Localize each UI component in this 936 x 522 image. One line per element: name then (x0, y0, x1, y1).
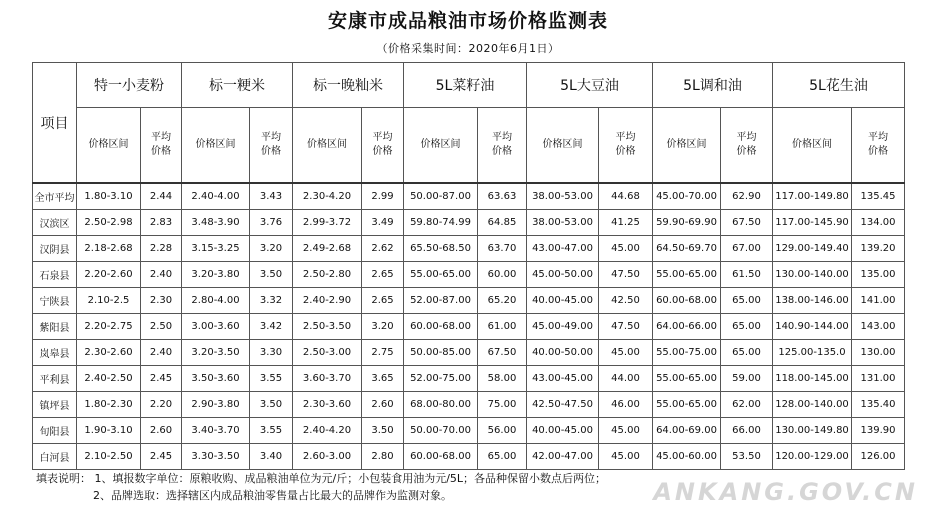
average-price-cell: 61.00 (478, 314, 527, 340)
average-price-cell: 2.80 (362, 444, 404, 470)
average-price-cell: 2.45 (141, 444, 182, 470)
price-range-cell: 2.99-3.72 (293, 210, 362, 236)
price-range-cell: 45.00-50.00 (527, 262, 599, 288)
average-price-cell: 141.00 (852, 288, 905, 314)
average-price-cell: 67.00 (721, 236, 773, 262)
average-price-cell: 2.65 (362, 262, 404, 288)
price-range-cell: 50.00-85.00 (404, 340, 478, 366)
average-price-cell: 62.90 (721, 183, 773, 210)
range-subheader: 价格区间 (404, 108, 478, 184)
product-header: 5L花生油 (773, 63, 905, 108)
price-range-cell: 40.00-45.00 (527, 288, 599, 314)
table-row (33, 236, 905, 262)
price-range-cell: 2.50-3.00 (293, 340, 362, 366)
region-cell: 汉阴县 (33, 236, 77, 262)
average-price-cell: 3.20 (362, 314, 404, 340)
average-price-cell: 2.99 (362, 183, 404, 210)
range-subheader: 价格区间 (653, 108, 721, 184)
average-price-cell: 3.43 (250, 183, 293, 210)
price-range-cell: 55.00-65.00 (653, 366, 721, 392)
average-price-cell: 65.00 (721, 340, 773, 366)
region-cell: 岚皋县 (33, 340, 77, 366)
average-price-cell: 3.32 (250, 288, 293, 314)
price-range-cell: 2.30-3.60 (293, 392, 362, 418)
price-range-cell: 130.00-149.80 (773, 418, 852, 444)
average-price-cell: 53.50 (721, 444, 773, 470)
price-range-cell: 128.00-140.00 (773, 392, 852, 418)
table-row (33, 392, 905, 418)
product-header: 5L菜籽油 (404, 63, 527, 108)
table-row (33, 262, 905, 288)
price-range-cell: 55.00-75.00 (653, 340, 721, 366)
average-price-cell: 3.50 (362, 418, 404, 444)
price-range-cell: 118.00-145.00 (773, 366, 852, 392)
page-title: 安康市成品粮油市场价格监测表 (327, 10, 608, 32)
table-row (33, 418, 905, 444)
range-subheader: 价格区间 (293, 108, 362, 184)
average-price-cell: 2.50 (141, 314, 182, 340)
price-range-cell: 2.40-4.20 (293, 418, 362, 444)
table-row (33, 444, 905, 470)
watermark: ANKANG.GOV.CN (653, 478, 918, 506)
region-cell: 镇坪县 (33, 392, 77, 418)
average-price-cell: 2.30 (141, 288, 182, 314)
average-price-cell: 139.20 (852, 236, 905, 262)
average-price-cell: 46.00 (599, 392, 653, 418)
average-price-cell: 3.76 (250, 210, 293, 236)
average-price-cell: 143.00 (852, 314, 905, 340)
price-range-cell: 59.90-69.90 (653, 210, 721, 236)
price-range-cell: 50.00-70.00 (404, 418, 478, 444)
average-price-cell: 3.65 (362, 366, 404, 392)
region-cell: 旬阳县 (33, 418, 77, 444)
average-price-cell: 65.00 (478, 444, 527, 470)
average-price-cell: 3.20 (250, 236, 293, 262)
item-header: 项目 (33, 63, 77, 184)
table-row (33, 288, 905, 314)
average-price-cell: 45.00 (599, 236, 653, 262)
average-price-cell: 42.50 (599, 288, 653, 314)
range-subheader: 价格区间 (182, 108, 250, 184)
average-price-cell: 47.50 (599, 262, 653, 288)
price-range-cell: 3.40-3.70 (182, 418, 250, 444)
price-range-cell: 3.00-3.60 (182, 314, 250, 340)
range-subheader: 价格区间 (77, 108, 141, 184)
product-header: 标一粳米 (182, 63, 293, 108)
average-price-cell: 63.70 (478, 236, 527, 262)
price-range-cell: 2.50-3.50 (293, 314, 362, 340)
price-range-cell: 2.30-2.60 (77, 340, 141, 366)
average-price-cell: 64.85 (478, 210, 527, 236)
table-row (33, 366, 905, 392)
average-price-cell: 2.75 (362, 340, 404, 366)
average-price-cell: 3.42 (250, 314, 293, 340)
average-price-cell: 135.45 (852, 183, 905, 210)
price-range-cell: 60.00-68.00 (404, 444, 478, 470)
average-price-cell: 59.00 (721, 366, 773, 392)
price-range-cell: 120.00-129.00 (773, 444, 852, 470)
average-price-cell: 3.50 (250, 262, 293, 288)
average-price-cell: 2.20 (141, 392, 182, 418)
avg-subheader: 平均 价格 (599, 108, 653, 184)
price-range-cell: 3.50-3.60 (182, 366, 250, 392)
avg-subheader: 平均 价格 (250, 108, 293, 184)
average-price-cell: 66.00 (721, 418, 773, 444)
price-range-cell: 40.00-50.00 (527, 340, 599, 366)
price-range-cell: 3.60-3.70 (293, 366, 362, 392)
price-range-cell: 2.40-4.00 (182, 183, 250, 210)
price-range-cell: 65.50-68.50 (404, 236, 478, 262)
average-price-cell: 2.83 (141, 210, 182, 236)
price-range-cell: 45.00-60.00 (653, 444, 721, 470)
price-range-cell: 2.50-2.80 (293, 262, 362, 288)
price-range-cell: 64.00-66.00 (653, 314, 721, 340)
price-range-cell: 130.00-140.00 (773, 262, 852, 288)
price-range-cell: 45.00-49.00 (527, 314, 599, 340)
price-range-cell: 60.00-68.00 (404, 314, 478, 340)
product-header: 标一晚籼米 (293, 63, 404, 108)
price-range-cell: 117.00-145.90 (773, 210, 852, 236)
average-price-cell: 45.00 (599, 340, 653, 366)
average-price-cell: 62.00 (721, 392, 773, 418)
average-price-cell: 131.00 (852, 366, 905, 392)
avg-subheader: 平均 价格 (721, 108, 773, 184)
average-price-cell: 2.44 (141, 183, 182, 210)
average-price-cell: 67.50 (478, 340, 527, 366)
price-range-cell: 3.20-3.50 (182, 340, 250, 366)
price-range-cell: 140.90-144.00 (773, 314, 852, 340)
price-range-cell: 3.48-3.90 (182, 210, 250, 236)
average-price-cell: 3.55 (250, 418, 293, 444)
collection-date: （价格采集时间：2020年6月1日） (376, 42, 560, 55)
average-price-cell: 2.40 (141, 340, 182, 366)
avg-subheader: 平均 价格 (362, 108, 404, 184)
price-range-cell: 2.40-2.50 (77, 366, 141, 392)
average-price-cell: 61.50 (721, 262, 773, 288)
product-header: 5L大豆油 (527, 63, 653, 108)
price-range-cell: 43.00-45.00 (527, 366, 599, 392)
range-subheader: 价格区间 (773, 108, 852, 184)
region-cell: 白河县 (33, 444, 77, 470)
average-price-cell: 130.00 (852, 340, 905, 366)
price-range-cell: 42.50-47.50 (527, 392, 599, 418)
price-range-cell: 52.00-75.00 (404, 366, 478, 392)
average-price-cell: 2.62 (362, 236, 404, 262)
price-range-cell: 55.00-65.00 (653, 392, 721, 418)
average-price-cell: 60.00 (478, 262, 527, 288)
average-price-cell: 75.00 (478, 392, 527, 418)
price-range-cell: 3.20-3.80 (182, 262, 250, 288)
price-range-cell: 52.00-87.00 (404, 288, 478, 314)
average-price-cell: 65.00 (721, 314, 773, 340)
price-range-cell: 55.00-65.00 (404, 262, 478, 288)
average-price-cell: 65.20 (478, 288, 527, 314)
average-price-cell: 3.30 (250, 340, 293, 366)
table-row (33, 340, 905, 366)
price-range-cell: 2.60-3.00 (293, 444, 362, 470)
average-price-cell: 3.55 (250, 366, 293, 392)
price-range-cell: 60.00-68.00 (653, 288, 721, 314)
price-range-cell: 2.20-2.75 (77, 314, 141, 340)
price-range-cell: 2.10-2.50 (77, 444, 141, 470)
price-range-cell: 38.00-53.00 (527, 183, 599, 210)
price-range-cell: 1.80-2.30 (77, 392, 141, 418)
price-table (32, 62, 905, 470)
price-range-cell: 2.30-4.20 (293, 183, 362, 210)
price-range-cell: 43.00-47.00 (527, 236, 599, 262)
average-price-cell: 63.63 (478, 183, 527, 210)
average-price-cell: 134.00 (852, 210, 905, 236)
avg-subheader: 平均 价格 (141, 108, 182, 184)
price-range-cell: 125.00-135.0 (773, 340, 852, 366)
note-line-1: 填表说明： 1、填报数字单位：原粮收购、成品粮油单位为元/斤；小包装食用油为元/5L；各品种保留小数点后两位； (36, 472, 607, 485)
price-range-cell: 2.80-4.00 (182, 288, 250, 314)
price-range-cell: 59.80-74.99 (404, 210, 478, 236)
region-cell: 汉滨区 (33, 210, 77, 236)
region-cell: 紫阳县 (33, 314, 77, 340)
average-price-cell: 3.40 (250, 444, 293, 470)
price-range-cell: 129.00-149.40 (773, 236, 852, 262)
price-range-cell: 1.90-3.10 (77, 418, 141, 444)
average-price-cell: 139.90 (852, 418, 905, 444)
average-price-cell: 3.49 (362, 210, 404, 236)
average-price-cell: 2.40 (141, 262, 182, 288)
price-range-cell: 50.00-87.00 (404, 183, 478, 210)
price-range-cell: 2.50-2.98 (77, 210, 141, 236)
region-cell: 宁陕县 (33, 288, 77, 314)
average-price-cell: 135.00 (852, 262, 905, 288)
price-range-cell: 42.00-47.00 (527, 444, 599, 470)
average-price-cell: 45.00 (599, 418, 653, 444)
price-range-cell: 3.15-3.25 (182, 236, 250, 262)
notes (36, 470, 606, 504)
average-price-cell: 2.28 (141, 236, 182, 262)
price-range-cell: 2.10-2.5 (77, 288, 141, 314)
product-header: 5L调和油 (653, 63, 773, 108)
average-price-cell: 58.00 (478, 366, 527, 392)
price-range-cell: 117.00-149.80 (773, 183, 852, 210)
price-range-cell: 68.00-80.00 (404, 392, 478, 418)
average-price-cell: 44.68 (599, 183, 653, 210)
average-price-cell: 47.50 (599, 314, 653, 340)
region-cell: 平利县 (33, 366, 77, 392)
average-price-cell: 2.60 (362, 392, 404, 418)
price-range-cell: 2.18-2.68 (77, 236, 141, 262)
average-price-cell: 56.00 (478, 418, 527, 444)
price-range-cell: 38.00-53.00 (527, 210, 599, 236)
average-price-cell: 3.50 (250, 392, 293, 418)
region-cell: 石泉县 (33, 262, 77, 288)
price-range-cell: 2.40-2.90 (293, 288, 362, 314)
price-range-cell: 45.00-70.00 (653, 183, 721, 210)
range-subheader: 价格区间 (527, 108, 599, 184)
price-range-cell: 64.50-69.70 (653, 236, 721, 262)
price-range-cell: 64.00-69.00 (653, 418, 721, 444)
price-range-cell: 2.49-2.68 (293, 236, 362, 262)
product-header: 特一小麦粉 (77, 63, 182, 108)
table-row (33, 314, 905, 340)
average-price-cell: 65.00 (721, 288, 773, 314)
price-range-cell: 2.20-2.60 (77, 262, 141, 288)
average-price-cell: 2.60 (141, 418, 182, 444)
average-price-cell: 2.45 (141, 366, 182, 392)
average-price-cell: 44.00 (599, 366, 653, 392)
average-price-cell: 45.00 (599, 444, 653, 470)
average-price-cell: 41.25 (599, 210, 653, 236)
avg-subheader: 平均 价格 (852, 108, 905, 184)
price-range-cell: 1.80-3.10 (77, 183, 141, 210)
average-price-cell: 126.00 (852, 444, 905, 470)
average-price-cell: 2.65 (362, 288, 404, 314)
region-cell: 全市平均 (33, 183, 77, 210)
note-line-2: 2、品牌选取：选择辖区内成品粮油零售量占比最大的品牌作为监测对象。 (93, 489, 452, 502)
price-range-cell: 138.00-146.00 (773, 288, 852, 314)
average-price-cell: 135.40 (852, 392, 905, 418)
table-row (33, 183, 905, 210)
avg-subheader: 平均 价格 (478, 108, 527, 184)
price-range-cell: 3.30-3.50 (182, 444, 250, 470)
price-range-cell: 2.90-3.80 (182, 392, 250, 418)
average-price-cell: 67.50 (721, 210, 773, 236)
price-range-cell: 55.00-65.00 (653, 262, 721, 288)
price-range-cell: 40.00-45.00 (527, 418, 599, 444)
table-row (33, 210, 905, 236)
